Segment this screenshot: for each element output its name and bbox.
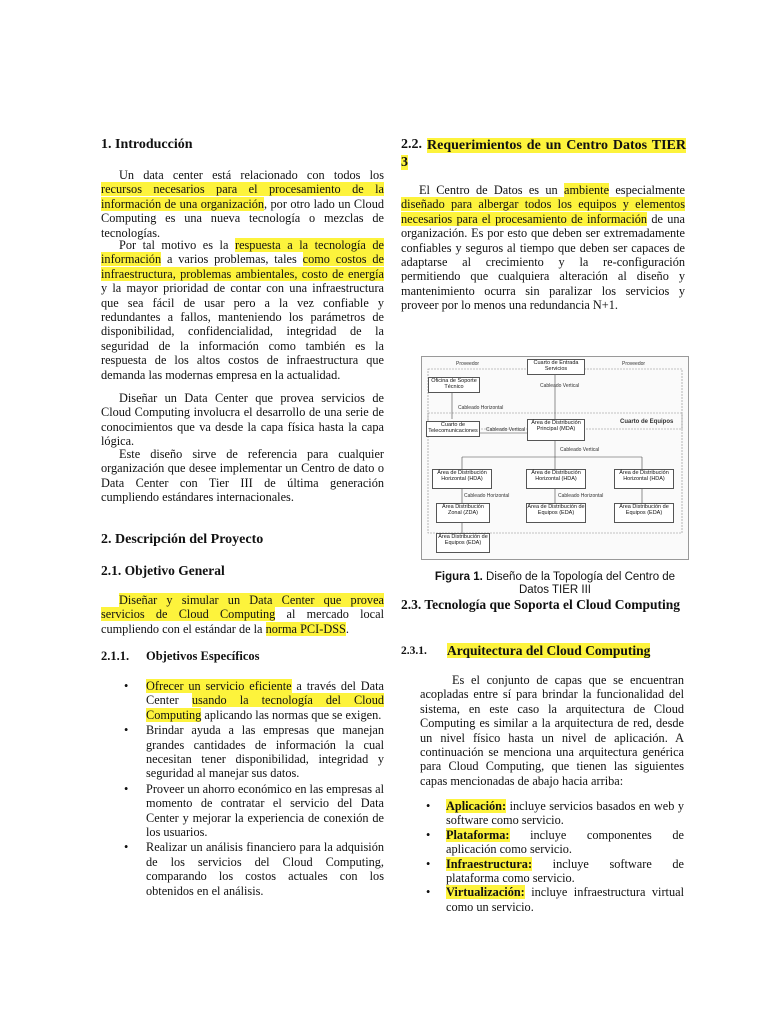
section-heading-descripcion: 2. Descripción del Proyecto [101, 532, 264, 547]
architecture-paragraph: Es el conjunto de capas que se encuentran acopladas entre sí para brindar la funcionalidad del sistema, en este caso la arquitectura de Cloud Computing es similar a la arquitectura de red, desde un nivel físico hasta un nivel de aplicación. A continuación se menciona una arquitectura genérica para Cloud Computing, que tienen las siguientes capas mencionadas de abajo hacia arriba: [420, 673, 684, 788]
objective-paragraph: Diseñar y simular un Data Center que provea servicios de Cloud Computing al mercado local cumpliendo con el estándar de la norma PCI-DSS. [101, 593, 384, 636]
subsubsection-number: 2.1.1. [101, 649, 130, 663]
node-oficina-soporte: Oficina de Soporte Técnico [428, 377, 480, 393]
label-cableado-horizontal-2: Cableado Horizontal [464, 493, 510, 499]
label-cableado-horizontal-1: Cableado Horizontal [458, 405, 504, 411]
subsection-heading-objetivo-general: 2.1. Objetivo General [101, 563, 225, 578]
node-mda: Área de Distribución Principal (MDA) [527, 419, 585, 441]
subsection-heading-requerimientos: Requerimientos de un Centro Datos TIER 3 [401, 138, 686, 170]
label-proveedor-right: Proveedor [622, 361, 646, 367]
list-item: • Brindar ayuda a las empresas que manejan grandes cantidades de información la cual necesitan tener disponibilidad, integridad y seguridad al manejar sus datos. [118, 723, 384, 781]
intro-paragraph-4: Este diseño sirve de referencia para cualquier organización que desee implementar un Centro de dato o Data Center con Tier III de última generación cumpliendo estándares internacionales. [101, 447, 384, 505]
subsubsection-number-2-3-1: 2.3.1. [401, 645, 427, 657]
intro-paragraph-1: Un data center está relacionado con todos los recursos necesarios para el procesamiento de la información de una organización, por otro lado un Cloud Computing es una nueva tecnología o mezclas de tecnologías. [101, 168, 384, 240]
requirements-paragraph: El Centro de Datos es un ambiente especialmente diseñado para albergar todos los equipos y elementos necesarios para el procesamiento de información de una organización. Es por esto que deben ser extremadamente confiables y seguros al tiempo que deben ser capaces de adaptarse al crecimiento y la re-configuración permitiendo que cualquiera alteración al diseño y mantenimiento ocurra sin paralizar los servicios y proveer por lo menos una redundancia N+1. [401, 183, 685, 313]
node-hda-1: Área de Distribución Horizontal (HDA) [432, 469, 492, 489]
list-item: • Infraestructura: incluye software de plataforma como servicio. [420, 857, 684, 886]
node-hda-3: Área de Distribución Horizontal (HDA) [614, 469, 674, 489]
label-cableado-horizontal-3: Cableado Horizontal [558, 493, 604, 499]
node-cuarto-entrada: Cuarto de Entrada Servicios [527, 359, 585, 375]
cloud-layers-list [420, 799, 684, 914]
label-proveedor-left: Proveedor [456, 361, 480, 367]
label-cableado-vertical-1: Cableado Vertical [540, 383, 580, 389]
node-cuarto-telecom: Cuarto de Telecomunicaciones [426, 421, 480, 437]
label-cuarto-equipos: Cuarto de Equipos [620, 419, 674, 425]
subsubsection-heading-objetivos-especificos: Objetivos Específicos [146, 649, 260, 663]
subsection-heading-tecnologia: 2.3. Tecnología que Soporta el Cloud Computing [401, 597, 681, 612]
node-eda-2: Área Distribución de Equipos (EDA) [614, 503, 674, 523]
specific-objectives-list [118, 679, 384, 898]
node-hda-2: Área de Distribución Horizontal (HDA) [526, 469, 586, 489]
subsection-number-2-2: 2.2. [401, 137, 422, 152]
list-item: • Ofrecer un servicio eficiente a través del Data Center usando la tecnología del Cloud Computing aplicando las normas que se exigen. [118, 679, 384, 722]
list-item: • Plataforma: incluye componentes de aplicación como servicio. [420, 828, 684, 857]
list-item: • Realizar un análisis financiero para la adquisión de los servicios del Cloud Computing, comparando los costos actuales con los obtenidos en el análisis. [118, 840, 384, 898]
section-heading-introduccion: 1. Introducción [101, 137, 193, 152]
topology-diagram-figure [421, 356, 689, 560]
subsubsection-heading-arquitectura: Arquitectura del Cloud Computing [447, 643, 651, 658]
figure-caption: Figura 1. Diseño de la Topología del Centro de Datos TIER III [434, 571, 676, 596]
label-cableado-vertical-3: Cableado Vertical [560, 447, 600, 453]
list-item: • Virtualización: incluye infraestructura virtual como un servicio. [420, 885, 684, 914]
intro-paragraph-2: Por tal motivo es la respuesta a la tecnología de información a varios problemas, tales como costos de infraestructura, problemas ambientales, costo de energía y la mayor prioridad de contar con una infraestructura que sea fácil de usar pero a la vez confiable y redundantes a fallos, manteniendo los parámetros de disponibilidad, confidencialidad, integridad de la seguridad de la información como también es la respuesta de los altos costos de infraestructura que demanda las modernas empresa en la actualidad. [101, 238, 384, 382]
list-item: • Proveer un ahorro económico en las empresas al momento de contratar el servicio del Data Center y mejorar la experiencia de conexión de los usuarios. [118, 782, 384, 840]
list-item: • Aplicación: incluye servicios basados en web y software como servicio. [420, 799, 684, 828]
node-eda-3: Área Distribución de Equipos (EDA) [436, 533, 490, 553]
node-zda: Área Distribución Zonal (ZDA) [436, 503, 490, 523]
intro-paragraph-3: Diseñar un Data Center que provea servicios de Cloud Computing involucra el desarrollo de una serie de conocimientos que va desde la capa física hasta la capa lógica. [101, 391, 384, 449]
label-cableado-vertical-2: Cableado Vertical [486, 427, 526, 433]
node-eda-1: Área de Distribución de Equipos (EDA) [526, 503, 586, 523]
